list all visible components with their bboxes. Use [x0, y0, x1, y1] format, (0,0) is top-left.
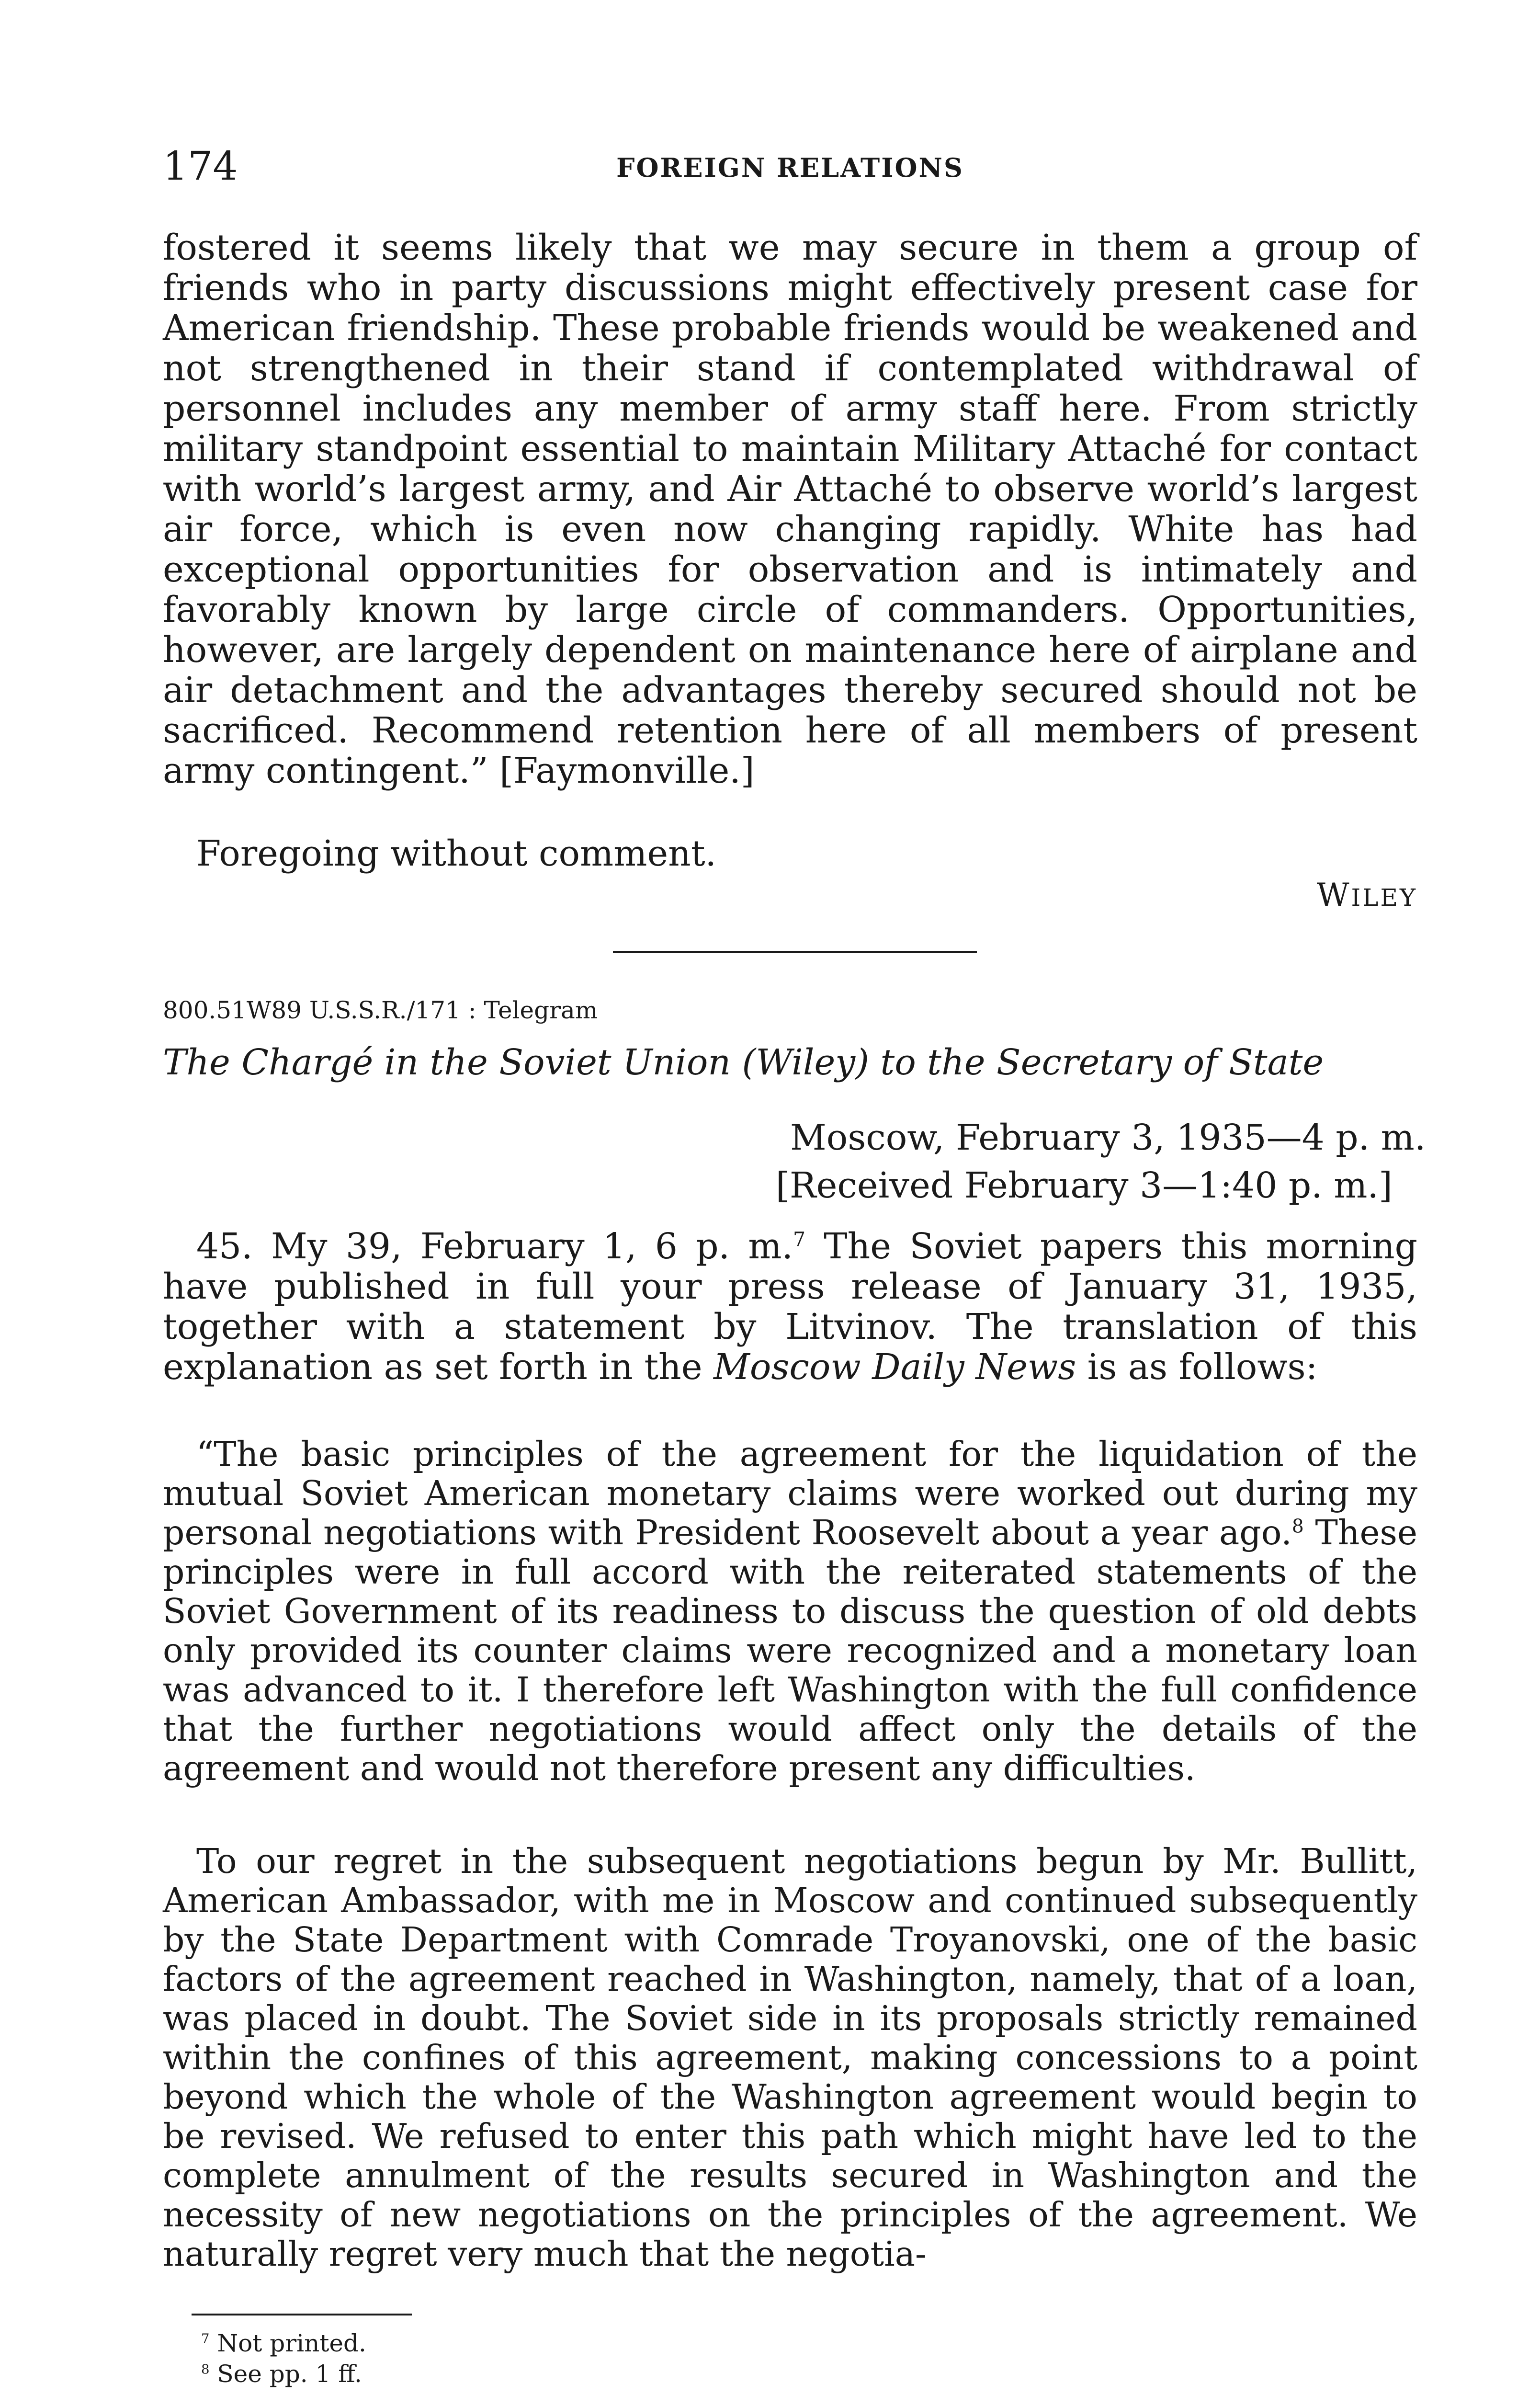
running-head: [163, 144, 1417, 196]
signature-rest: ILEY: [1351, 884, 1417, 912]
footnote-ref-7: 7: [793, 1228, 805, 1251]
signature-initial: W: [1316, 877, 1351, 913]
quoted-paragraph-2: To our regret in the subsequent negotiations begun by Mr. Bullitt, American Ambassador, with me in Moscow and continued subsequently by the State Department with Comrade Troyanovski, one of the basic factors of the agreement reached in Washington, namely, that of a loan, was placed in doubt. The Soviet side in its proposals strictly remained within the confines of this agreement, making concessions to a point beyond which the whole of the Washington agreement would begin to be revised. We refused to enter this path which might have led to the complete annulment of the results secured in Washington and the necessity of new negotiations on the principles of the agreement. We naturally regret very much that the negotia-: [163, 1841, 1417, 2274]
continued-paragraph: fostered it seems likely that we may secure in them a group of friends who in party discussions might effectively present case for American friendship. These probable friends would be weakened and not strengthened in their stand if contemplated withdrawal of personnel includes any member of army staff here. From strictly military standpoint essential to maintain Military Attaché for contact with world’s largest army, and Air Attaché to observe world’s largest air force, which is even now changing rapidly. White has had exceptional opportunities for observation and is intimately and favorably known by large circle of commanders. Opportunities, however, are largely dependent on maintenance here of airplane and air detachment and the advantages thereby secured should not be sacrificed. Recommend retention here of all members of present army contingent.” [Faymonville.]: [163, 227, 1417, 791]
footnotes: [201, 2328, 366, 2389]
telegram-text: The Soviet papers this morning have published in full your press release of January 31, 1935, together with a statement by Litvinov. The translation of this explanation as set forth in the: [163, 1226, 1417, 1388]
running-head-title: FOREIGN RELATIONS: [616, 152, 964, 183]
comment-paragraph: Foregoing without comment.: [196, 833, 717, 874]
file-reference: 800.51W89 U.S.S.R./171 : Telegram: [163, 996, 598, 1024]
section-divider: [613, 951, 977, 953]
newspaper-name: Moscow Daily News: [713, 1346, 1076, 1388]
telegram-paragraph: [163, 1226, 1417, 1387]
telegram-text-end: is as follows:: [1076, 1346, 1318, 1388]
footnote-divider: [192, 2314, 412, 2315]
quote-text-rest: These principles were in full accord with the reiterated statements of the Soviet Government of its readiness to discuss the question of old debts only provided its counter claims were recognized and a monetary loan was advanced to it. I therefore left Washington with the full confidence that the further negotiations would affect only the details of the agreement and would not therefore present any difficulties.: [163, 1513, 1418, 1788]
footnote-8: [201, 2359, 366, 2389]
footnote-ref-8: 8: [1291, 1516, 1304, 1538]
footnote-mark: 8: [201, 2361, 210, 2377]
quote-text: “The basic principles of the agreement for the liquidation of the mutual Soviet American monetary claims were worked out during my personal negotiations with President Roosevelt about a year ago.: [163, 1434, 1417, 1552]
place-date-line: Moscow, February 3, 1935—4 p. m.: [790, 1117, 1426, 1158]
quoted-paragraph-1: [163, 1435, 1417, 1788]
footnote-mark: 7: [201, 2331, 210, 2347]
telegram-number: 45. My 39, February 1, 6 p. m.: [196, 1226, 793, 1267]
footnote-text: See pp. 1 ff.: [217, 2360, 362, 2388]
footnote-text: Not printed.: [217, 2329, 366, 2357]
document-title: The Chargé in the Soviet Union (Wiley) to the Secretary of State: [163, 1042, 1324, 1083]
page-number: 174: [163, 144, 238, 189]
footnote-7: [201, 2328, 366, 2359]
signature: [1317, 877, 1417, 913]
received-line: [Received February 3—1:40 p. m.]: [776, 1165, 1393, 1206]
